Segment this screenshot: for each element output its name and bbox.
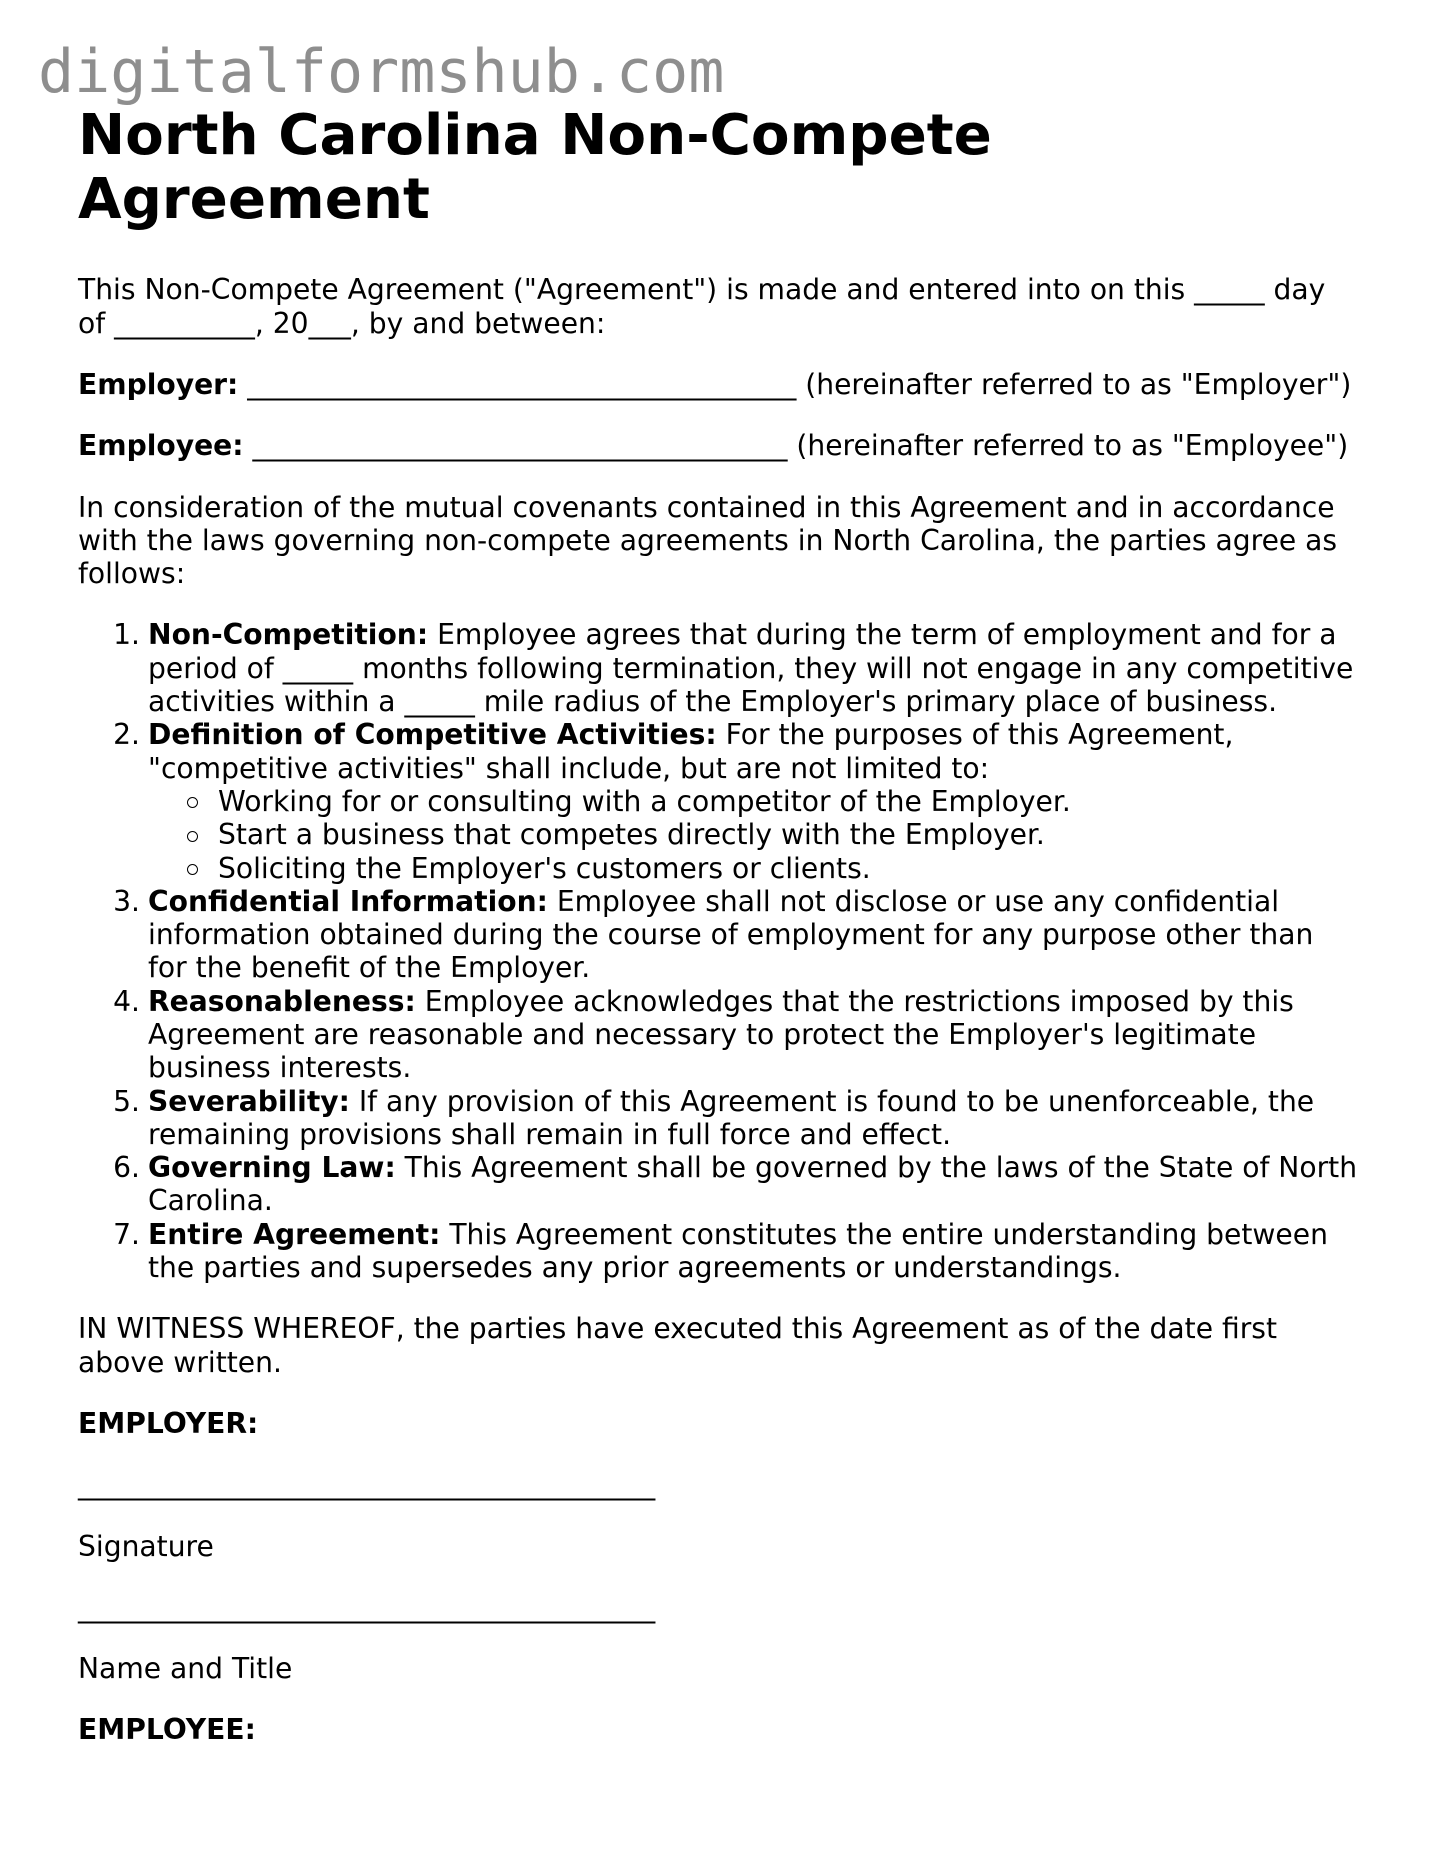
clause-label: Definition of Competitive Activities:: [148, 718, 717, 752]
clause-text: remaining provisions shall remain in full force and effect.: [148, 1117, 952, 1151]
clause-text: information obtained during the course of employment for any purpose other than: [148, 918, 1314, 952]
clause-text: Employee agrees that during the term of employment and for a: [437, 618, 1337, 652]
watermark: digitalformshub.com: [38, 37, 725, 107]
clause-label: Entire Agreement:: [148, 1217, 441, 1251]
clause-number: 7.: [113, 1217, 140, 1251]
clause-label: Reasonableness:: [148, 984, 416, 1018]
clause-label: Confidential Information:: [148, 884, 548, 918]
circle-bullet-icon: [187, 864, 198, 875]
sub-item-text: Start a business that competes directly with the Employer.: [218, 818, 1045, 852]
clause-competitive-activities: [78, 718, 1378, 884]
clause-text: for the benefit of the Employer.: [148, 951, 591, 985]
sub-item-text: Working for or consulting with a competitor of the Employer.: [218, 784, 1071, 818]
clause-confidential-information: [78, 885, 1378, 985]
employee-heading: EMPLOYEE:: [78, 1713, 256, 1747]
sub-item-text: Soliciting the Employer's customers or clients.: [218, 851, 871, 885]
clause-text: For the purposes of this Agreement,: [725, 718, 1234, 752]
page-title: North Carolina Non-Compete Agreement: [78, 103, 992, 232]
clause-reasonableness: [78, 985, 1378, 1085]
clause-severability: [78, 1085, 1378, 1152]
clause-number: 2.: [113, 718, 140, 752]
clause-label: Governing Law:: [148, 1151, 396, 1185]
consideration-line: In consideration of the mutual covenants contained in this Agreement and in accordance: [78, 490, 1335, 524]
clause-text: Employee shall not disclose or use any confidential: [556, 884, 1280, 918]
consideration-paragraph: [78, 491, 1378, 591]
clause-first-line: [148, 1151, 1378, 1184]
employer-blank-text: _______________________________________ (hereinafter referred to as "Employer"): [247, 367, 1352, 401]
clause-first-line: [148, 1218, 1378, 1251]
clause-text: Carolina.: [148, 1184, 273, 1218]
employee-label: Employee:: [78, 429, 244, 463]
clause-first-line: [148, 618, 1378, 651]
clause-text: If any provision of this Agreement is found to be unenforceable, the: [358, 1084, 1315, 1118]
witness-line: IN WITNESS WHEREOF, the parties have executed this Agreement as of the date first: [78, 1312, 1278, 1346]
clause-number: 1.: [113, 618, 140, 652]
name-title-blank-line: _________________________________________: [78, 1590, 656, 1624]
intro-paragraph: [78, 273, 1378, 340]
clause-governing-law: [78, 1151, 1378, 1218]
witness-line: above written.: [78, 1345, 282, 1379]
clause-label: Non-Competition:: [148, 618, 429, 652]
employer-signature-heading: [78, 1407, 1378, 1440]
signature-caption: Signature: [78, 1529, 214, 1563]
clause-number: 5.: [113, 1084, 140, 1118]
consideration-line: with the laws governing non-compete agreements in North Carolina, the parties agree as: [78, 523, 1338, 557]
intro-line: of __________, 20___, by and between:: [78, 306, 606, 340]
clause-entire-agreement: [78, 1218, 1378, 1285]
employee-signature-heading: [78, 1713, 1378, 1746]
clause-number: 3.: [113, 884, 140, 918]
employer-label: Employer:: [78, 367, 239, 401]
clause-text: Agreement are reasonable and necessary to protect the Employer's legitimate: [148, 1017, 1257, 1051]
signature-blank-line: _________________________________________: [78, 1468, 656, 1502]
sub-list-item: [148, 818, 1378, 851]
clause-first-line: [148, 885, 1378, 918]
clause-text: the parties and supersedes any prior agreements or understandings.: [148, 1251, 1122, 1285]
clause-non-competition: [78, 618, 1378, 718]
employer-party-line: [78, 368, 1378, 401]
circle-bullet-icon: [187, 831, 198, 842]
employer-heading: EMPLOYER:: [78, 1406, 259, 1440]
employee-party-line: [78, 429, 1378, 462]
clause-first-line: [148, 985, 1378, 1018]
clause-number: 4.: [113, 984, 140, 1018]
document-body: [78, 104, 1378, 1775]
sub-list-item: [148, 785, 1378, 818]
name-title-caption: Name and Title: [78, 1652, 293, 1686]
clause-first-line: [148, 718, 1378, 751]
witness-paragraph: [78, 1312, 1378, 1379]
clause-text: activities within a _____ mile radius of the Employer's primary place of business.: [148, 685, 1278, 719]
intro-line: This Non-Compete Agreement ("Agreement") is made and entered into on this _____ day: [78, 273, 1326, 307]
clause-number: 6.: [113, 1151, 140, 1185]
consideration-line: follows:: [78, 557, 186, 591]
employee-blank-text: ______________________________________ (hereinafter referred to as "Employee"): [252, 429, 1349, 463]
circle-bullet-icon: [187, 797, 198, 808]
clause-text: period of _____ months following termination, they will not engage in any competitive: [148, 651, 1354, 685]
clause-text: "competitive activities" shall include, but are not limited to:: [148, 751, 990, 785]
sub-list-item: [148, 852, 1378, 885]
clause-label: Severability:: [148, 1084, 350, 1118]
clauses-list: [78, 618, 1378, 1284]
clause-text: business interests.: [148, 1051, 412, 1085]
clause-text: This Agreement shall be governed by the laws of the State of North: [404, 1151, 1358, 1185]
clause-first-line: [148, 1085, 1378, 1118]
clause-text: This Agreement constitutes the entire understanding between: [449, 1217, 1328, 1251]
clause-text: Employee acknowledges that the restrictions imposed by this: [424, 984, 1294, 1018]
